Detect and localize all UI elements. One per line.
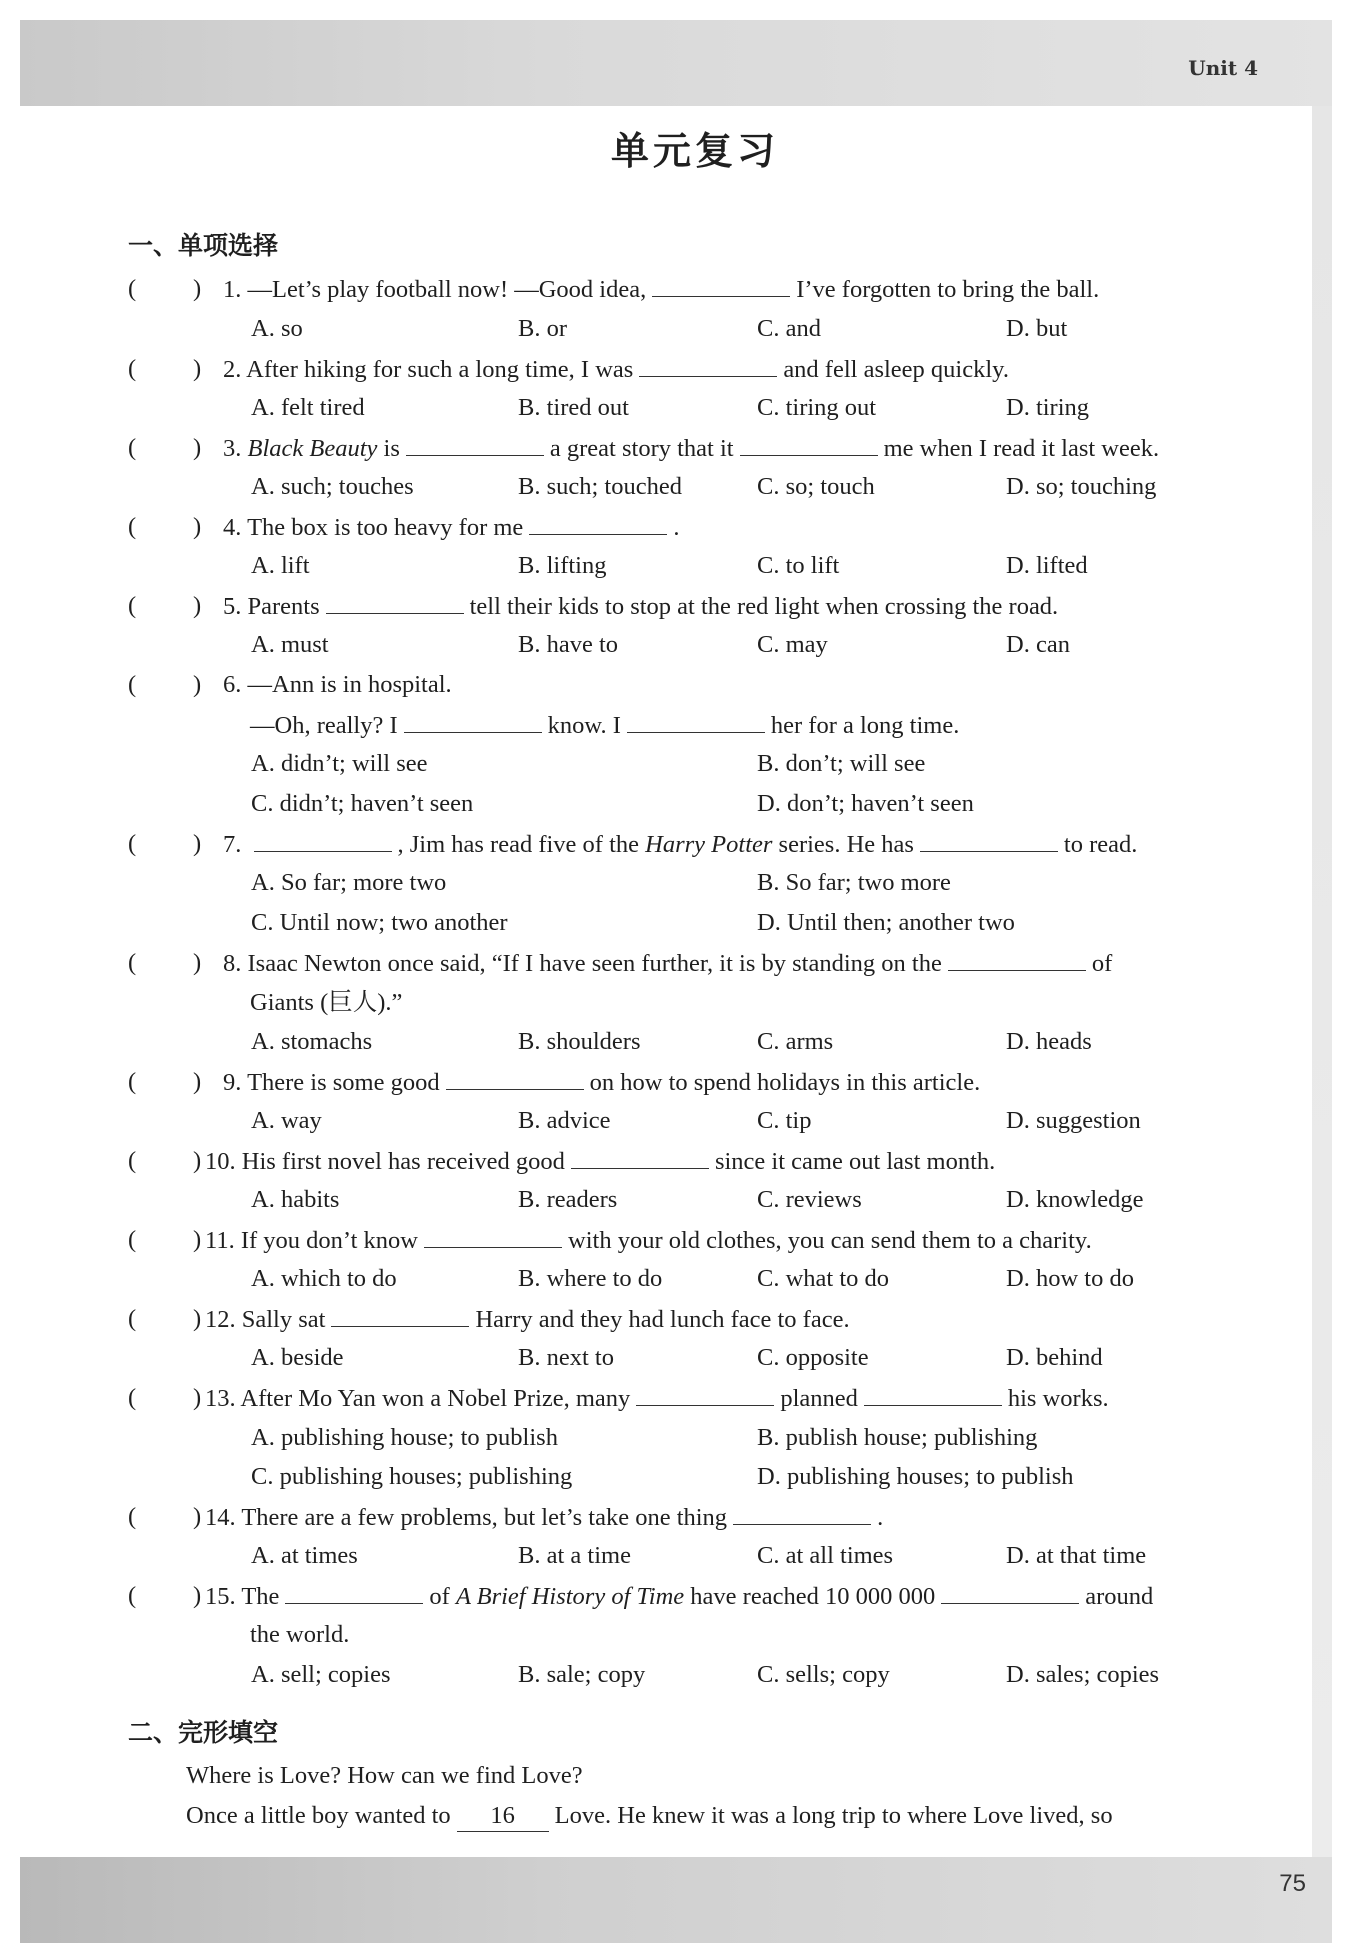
answer-paren-close: )	[193, 1582, 202, 1609]
option-a: A. stomachs	[251, 1028, 373, 1055]
option-b: B. at a time	[518, 1542, 631, 1569]
option-d: D. knowledge	[1006, 1186, 1144, 1213]
option-a: A. So far; more two	[251, 869, 447, 896]
option-c: C. to lift	[757, 552, 840, 579]
question-text: Parents	[247, 593, 320, 620]
option-a: A. habits	[251, 1186, 340, 1213]
question-number: 13.	[205, 1385, 236, 1412]
question-text: After hiking for such a long time, I was	[246, 356, 634, 383]
cloze-text: Love. He knew it was a long trip to where Love lived, so	[554, 1802, 1113, 1829]
option-a: A. sell; copies	[251, 1661, 391, 1688]
option-a: A. such; touches	[251, 473, 414, 500]
page-number: 75	[1279, 1870, 1306, 1897]
answer-paren-open: (	[128, 513, 137, 540]
answer-paren-open: (	[128, 1226, 137, 1253]
question-number: 1.	[223, 276, 242, 303]
option-a: A. beside	[251, 1344, 344, 1371]
answer-paren-open: (	[128, 434, 137, 461]
option-d: D. don’t; haven’t seen	[757, 790, 974, 817]
answer-blank[interactable]	[331, 1304, 469, 1327]
option-d: D. at that time	[1006, 1542, 1147, 1569]
question-number: 5.	[223, 593, 242, 620]
question-text: After Mo Yan won a Nobel Prize, many	[240, 1385, 631, 1412]
answer-paren-close: )	[193, 1503, 202, 1530]
answer-blank[interactable]	[920, 829, 1058, 852]
question-text: planned	[780, 1385, 858, 1412]
question-text: the world.	[250, 1621, 350, 1648]
option-d: D. tiring	[1006, 394, 1090, 421]
question-text: I’ve forgotten to bring the ball.	[796, 276, 1100, 303]
question-text: —Oh, really? I	[250, 712, 398, 739]
answer-paren-open: (	[128, 1147, 137, 1174]
question-number: 6.	[223, 671, 242, 698]
answer-paren-close: )	[193, 1305, 202, 1332]
page-edge-shade	[1312, 106, 1332, 1860]
option-a: A. didn’t; will see	[251, 750, 428, 777]
option-d: D. but	[1006, 315, 1068, 342]
option-d: D. can	[1006, 631, 1070, 658]
answer-blank[interactable]	[864, 1383, 1002, 1406]
question-number: 9.	[223, 1069, 242, 1096]
answer-paren-open: (	[128, 1503, 137, 1530]
question-text: her for a long time.	[770, 712, 960, 739]
option-c: C. what to do	[757, 1265, 890, 1292]
question-text: of	[429, 1583, 450, 1610]
question-text: His first novel has received good	[241, 1148, 565, 1175]
option-b: B. readers	[518, 1186, 618, 1213]
option-c: C. at all times	[757, 1542, 894, 1569]
question-text: .	[673, 514, 680, 541]
answer-paren-close: )	[193, 1068, 202, 1095]
header-band	[20, 20, 1332, 106]
option-b: B. publish house; publishing	[757, 1424, 1038, 1451]
answer-blank[interactable]	[254, 829, 392, 852]
question-number: 3.	[223, 435, 242, 462]
question-number: 4.	[223, 514, 242, 541]
option-c: C. tip	[757, 1107, 812, 1134]
answer-paren-open: (	[128, 275, 137, 302]
answer-paren-open: (	[128, 671, 137, 698]
question-text: There is some good	[247, 1069, 440, 1096]
question-text: Isaac Newton once said, “If I have seen further, it is by standing on the	[247, 950, 942, 977]
book-title: Harry Potter	[645, 831, 773, 858]
option-a: A. publishing house; to publish	[251, 1424, 558, 1451]
question-text: know. I	[547, 712, 621, 739]
option-c: C. opposite	[757, 1344, 869, 1371]
option-c: C. so; touch	[757, 473, 875, 500]
option-b: B. next to	[518, 1344, 614, 1371]
answer-paren-open: (	[128, 592, 137, 619]
question-text: and fell asleep quickly.	[783, 356, 1009, 383]
option-c: C. may	[757, 631, 828, 658]
option-b: B. shoulders	[518, 1028, 641, 1055]
answer-paren-close: )	[193, 1147, 202, 1174]
question-text: , Jim has read five of the	[397, 831, 640, 858]
question-text: on how to spend holidays in this article.	[589, 1069, 981, 1096]
question-text: If you don’t know	[240, 1227, 419, 1254]
cloze-line-2	[186, 1801, 1113, 1832]
option-d: D. Until then; another two	[757, 909, 1015, 936]
page-title: 单元复习	[610, 129, 779, 173]
option-a: A. so	[251, 315, 303, 342]
option-c: C. sells; copy	[757, 1661, 890, 1688]
cloze-text: Once a little boy wanted to	[186, 1802, 451, 1829]
option-d: D. heads	[1006, 1028, 1092, 1055]
answer-paren-close: )	[193, 1226, 202, 1253]
option-a: A. which to do	[251, 1265, 397, 1292]
question-text: me when I read it last week.	[883, 435, 1160, 462]
question-text: Giants (巨人).”	[250, 989, 403, 1016]
option-b: B. don’t; will see	[757, 750, 926, 777]
option-b: B. lifting	[518, 552, 607, 579]
question-text: is	[383, 435, 400, 462]
answer-paren-close: )	[193, 355, 202, 382]
question-text: —Ann is in hospital.	[247, 671, 452, 698]
question-text: There are a few problems, but let’s take one thing	[241, 1504, 728, 1531]
question-number: 11.	[205, 1227, 235, 1254]
section-heading-cloze: 二、完形填空	[128, 1718, 279, 1747]
option-d: D. publishing houses; to publish	[757, 1463, 1074, 1490]
option-a: A. at times	[251, 1542, 358, 1569]
option-a: A. must	[251, 631, 329, 658]
answer-blank[interactable]	[636, 1383, 774, 1406]
option-b: B. such; touched	[518, 473, 682, 500]
option-b: B. advice	[518, 1107, 611, 1134]
question-text: .	[877, 1504, 884, 1531]
option-b: B. tired out	[518, 394, 629, 421]
answer-blank[interactable]	[529, 512, 667, 535]
answer-paren-open: (	[128, 949, 137, 976]
option-b: B. or	[518, 315, 567, 342]
answer-paren-open: (	[128, 1384, 137, 1411]
option-b: B. So far; two more	[757, 869, 951, 896]
footer-band	[20, 1857, 1332, 1943]
answer-paren-close: )	[193, 434, 202, 461]
question-number: 7.	[223, 831, 242, 858]
option-c: C. reviews	[757, 1186, 862, 1213]
question-text: tell their kids to stop at the red light when crossing the road.	[469, 593, 1059, 620]
answer-blank[interactable]	[571, 1146, 709, 1169]
question-text: have reached 10 000 000	[690, 1583, 936, 1610]
question-text: around	[1085, 1583, 1154, 1610]
question-text: Sally sat	[241, 1306, 326, 1333]
question-text: to read.	[1063, 831, 1138, 858]
answer-paren-open: (	[128, 1068, 137, 1095]
question-number: 10.	[205, 1148, 236, 1175]
option-b: B. where to do	[518, 1265, 663, 1292]
unit-label: Unit 4	[1188, 56, 1258, 80]
cloze-line-1: Where is Love? How can we find Love?	[186, 1762, 583, 1789]
option-b: B. sale; copy	[518, 1661, 646, 1688]
question-number: 2.	[223, 356, 242, 383]
answer-blank[interactable]	[652, 274, 790, 297]
answer-paren-close: )	[193, 592, 202, 619]
option-c: C. publishing houses; publishing	[251, 1463, 573, 1490]
answer-blank[interactable]	[733, 1502, 871, 1525]
answer-blank[interactable]	[941, 1581, 1079, 1604]
answer-paren-close: )	[193, 275, 202, 302]
answer-blank[interactable]	[406, 433, 544, 456]
answer-paren-close: )	[193, 671, 202, 698]
question-number: 14.	[205, 1504, 236, 1531]
question-text: Harry and they had lunch face to face.	[475, 1306, 850, 1333]
cloze-blank[interactable]: 16	[457, 1801, 549, 1832]
answer-paren-open: (	[128, 355, 137, 382]
answer-blank[interactable]	[326, 591, 464, 614]
answer-paren-close: )	[193, 1384, 202, 1411]
option-c: C. and	[757, 315, 821, 342]
answer-blank[interactable]	[639, 354, 777, 377]
question-text: —Let’s play football now! —Good idea,	[247, 276, 647, 303]
question-text: with your old clothes, you can send them to a charity.	[568, 1227, 1092, 1254]
answer-paren-open: (	[128, 1582, 137, 1609]
option-d: D. so; touching	[1006, 473, 1157, 500]
option-d: D. lifted	[1006, 552, 1088, 579]
book-title: Black Beauty	[247, 435, 378, 462]
question-text: series. He has	[778, 831, 914, 858]
question-text: The	[241, 1583, 280, 1610]
answer-blank[interactable]	[404, 710, 542, 733]
section-heading-choice: 一、单项选择	[128, 231, 279, 260]
answer-blank[interactable]	[285, 1581, 423, 1604]
option-a: A. felt tired	[251, 394, 365, 421]
option-c: C. didn’t; haven’t seen	[251, 790, 474, 817]
option-a: A. way	[251, 1107, 322, 1134]
answer-paren-open: (	[128, 1305, 137, 1332]
question-text: The box is too heavy for me	[247, 514, 524, 541]
question-number: 12.	[205, 1306, 236, 1333]
question-text: since it came out last month.	[714, 1148, 996, 1175]
answer-blank[interactable]	[740, 433, 878, 456]
option-d: D. behind	[1006, 1344, 1103, 1371]
question-number: 15.	[205, 1583, 236, 1610]
answer-paren-close: )	[193, 949, 202, 976]
book-title: A Brief History of Time	[455, 1583, 685, 1610]
option-a: A. lift	[251, 552, 310, 579]
question-number: 8.	[223, 950, 242, 977]
answer-blank[interactable]	[627, 710, 765, 733]
answer-blank[interactable]	[948, 948, 1086, 971]
option-b: B. have to	[518, 631, 619, 658]
option-c: C. tiring out	[757, 394, 877, 421]
option-c: C. arms	[757, 1028, 834, 1055]
answer-blank[interactable]	[424, 1225, 562, 1248]
question-text: of	[1091, 950, 1113, 977]
question-text: a great story that it	[549, 435, 734, 462]
question-text: his works.	[1007, 1385, 1109, 1412]
answer-paren-close: )	[193, 830, 202, 857]
option-d: D. suggestion	[1006, 1107, 1141, 1134]
option-d: D. how to do	[1006, 1265, 1134, 1292]
option-d: D. sales; copies	[1006, 1661, 1160, 1688]
answer-paren-close: )	[193, 513, 202, 540]
answer-paren-open: (	[128, 830, 137, 857]
option-c: C. Until now; two another	[251, 909, 508, 936]
answer-blank[interactable]	[446, 1067, 584, 1090]
